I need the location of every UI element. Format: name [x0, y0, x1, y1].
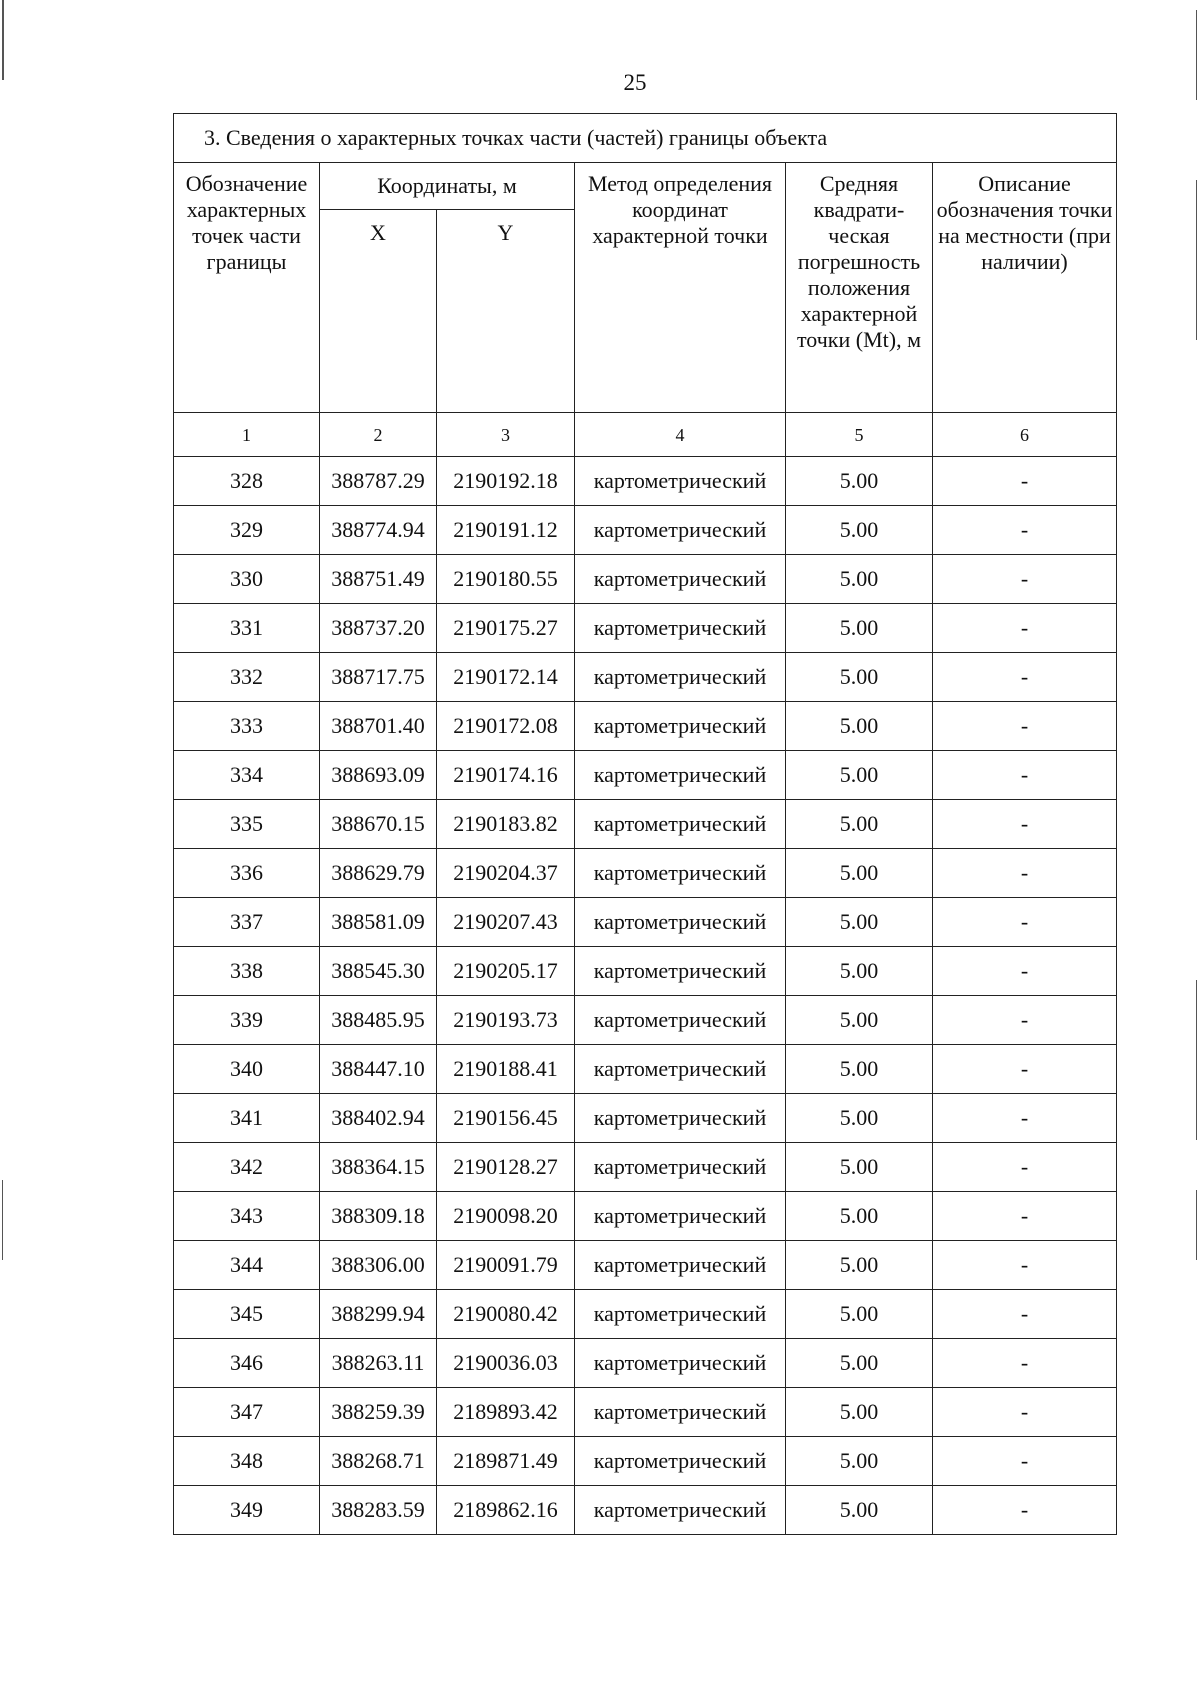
scan-edge-mark: [2, 0, 4, 80]
point-cell: 344: [174, 1241, 320, 1290]
x-coordinate-cell: 388447.10: [320, 1045, 437, 1094]
y-coordinate-cell: 2190172.14: [437, 653, 575, 702]
point-cell: 333: [174, 702, 320, 751]
method-cell: картометрический: [575, 849, 786, 898]
error-cell: 5.00: [786, 898, 933, 947]
method-cell: картометрический: [575, 653, 786, 702]
table-row: [174, 947, 1117, 996]
x-coordinate-cell: 388309.18: [320, 1192, 437, 1241]
description-cell: -: [933, 457, 1117, 506]
table-row: [174, 898, 1117, 947]
column-number: 2: [320, 413, 437, 457]
method-cell: картометрический: [575, 1437, 786, 1486]
error-cell: 5.00: [786, 1045, 933, 1094]
description-cell: -: [933, 898, 1117, 947]
point-cell: 349: [174, 1486, 320, 1535]
y-coordinate-cell: 2190091.79: [437, 1241, 575, 1290]
column-number: 5: [786, 413, 933, 457]
error-cell: 5.00: [786, 1143, 933, 1192]
y-coordinate-cell: 2190156.45: [437, 1094, 575, 1143]
table-row: [174, 604, 1117, 653]
table-title: 3. Сведения о характерных точках части (частей) границы объекта: [174, 114, 1117, 163]
method-cell: картометрический: [575, 1045, 786, 1094]
table-row: [174, 457, 1117, 506]
y-coordinate-cell: 2190036.03: [437, 1339, 575, 1388]
y-coordinate-cell: 2189871.49: [437, 1437, 575, 1486]
header-x: X: [320, 210, 437, 413]
x-coordinate-cell: 388717.75: [320, 653, 437, 702]
table-body: [174, 114, 1117, 1535]
table-row: [174, 506, 1117, 555]
x-coordinate-cell: 388581.09: [320, 898, 437, 947]
description-cell: -: [933, 506, 1117, 555]
x-coordinate-cell: 388737.20: [320, 604, 437, 653]
error-cell: 5.00: [786, 947, 933, 996]
description-cell: -: [933, 653, 1117, 702]
point-cell: 328: [174, 457, 320, 506]
method-cell: картометрический: [575, 800, 786, 849]
x-coordinate-cell: 388299.94: [320, 1290, 437, 1339]
y-coordinate-cell: 2190175.27: [437, 604, 575, 653]
error-cell: 5.00: [786, 1388, 933, 1437]
y-coordinate-cell: 2190188.41: [437, 1045, 575, 1094]
description-cell: -: [933, 849, 1117, 898]
description-cell: -: [933, 751, 1117, 800]
method-cell: картометрический: [575, 555, 786, 604]
method-cell: картометрический: [575, 947, 786, 996]
point-cell: 342: [174, 1143, 320, 1192]
x-coordinate-cell: 388774.94: [320, 506, 437, 555]
point-cell: 339: [174, 996, 320, 1045]
header-method: Метод определения координат характерной точки: [575, 163, 786, 413]
description-cell: -: [933, 947, 1117, 996]
point-cell: 346: [174, 1339, 320, 1388]
description-cell: -: [933, 1241, 1117, 1290]
error-cell: 5.00: [786, 1241, 933, 1290]
description-cell: -: [933, 604, 1117, 653]
error-cell: 5.00: [786, 849, 933, 898]
method-cell: картометрический: [575, 1388, 786, 1437]
description-cell: -: [933, 702, 1117, 751]
x-coordinate-cell: 388485.95: [320, 996, 437, 1045]
y-coordinate-cell: 2190205.17: [437, 947, 575, 996]
method-cell: картометрический: [575, 898, 786, 947]
page-number: 25: [623, 70, 647, 95]
table-row: [174, 1339, 1117, 1388]
x-coordinate-cell: 388259.39: [320, 1388, 437, 1437]
scan-edge-mark: [1196, 980, 1197, 1140]
description-cell: -: [933, 996, 1117, 1045]
error-cell: 5.00: [786, 1192, 933, 1241]
y-coordinate-cell: 2190180.55: [437, 555, 575, 604]
column-number-row: [174, 413, 1117, 457]
point-cell: 348: [174, 1437, 320, 1486]
point-cell: 337: [174, 898, 320, 947]
y-coordinate-cell: 2190098.20: [437, 1192, 575, 1241]
column-number: 4: [575, 413, 786, 457]
description-cell: -: [933, 1437, 1117, 1486]
y-coordinate-cell: 2189893.42: [437, 1388, 575, 1437]
scan-edge-mark: [1196, 1190, 1197, 1260]
header-row: [174, 163, 1117, 210]
y-coordinate-cell: 2190204.37: [437, 849, 575, 898]
x-coordinate-cell: 388283.59: [320, 1486, 437, 1535]
method-cell: картометрический: [575, 457, 786, 506]
point-cell: 340: [174, 1045, 320, 1094]
x-coordinate-cell: 388268.71: [320, 1437, 437, 1486]
method-cell: картометрический: [575, 996, 786, 1045]
y-coordinate-cell: 2190207.43: [437, 898, 575, 947]
description-cell: -: [933, 1388, 1117, 1437]
table-row: [174, 1486, 1117, 1535]
description-cell: -: [933, 800, 1117, 849]
table-row: [174, 702, 1117, 751]
table-row: [174, 849, 1117, 898]
x-coordinate-cell: 388701.40: [320, 702, 437, 751]
x-coordinate-cell: 388364.15: [320, 1143, 437, 1192]
column-number: 1: [174, 413, 320, 457]
x-coordinate-cell: 388787.29: [320, 457, 437, 506]
boundary-points-table: [173, 113, 1117, 1535]
description-cell: -: [933, 555, 1117, 604]
method-cell: картометрический: [575, 1094, 786, 1143]
column-number: 6: [933, 413, 1117, 457]
y-coordinate-cell: 2190174.16: [437, 751, 575, 800]
error-cell: 5.00: [786, 653, 933, 702]
error-cell: 5.00: [786, 506, 933, 555]
description-cell: -: [933, 1094, 1117, 1143]
description-cell: -: [933, 1143, 1117, 1192]
method-cell: картометрический: [575, 1486, 786, 1535]
header-coordinates: Координаты, м: [320, 163, 575, 210]
method-cell: картометрический: [575, 506, 786, 555]
table-row: [174, 1143, 1117, 1192]
method-cell: картометрический: [575, 1241, 786, 1290]
method-cell: картометрический: [575, 604, 786, 653]
x-coordinate-cell: 388670.15: [320, 800, 437, 849]
table-row: [174, 751, 1117, 800]
table-row: [174, 1437, 1117, 1486]
header-description: Описание обозначения точки на местности (при наличии): [933, 163, 1117, 413]
header-error: Средняя квадрати-ческая погрешность положения характерной точки (Mt), м: [786, 163, 933, 413]
point-cell: 336: [174, 849, 320, 898]
table-row: [174, 1290, 1117, 1339]
header-y: Y: [437, 210, 575, 413]
point-cell: 329: [174, 506, 320, 555]
method-cell: картометрический: [575, 751, 786, 800]
y-coordinate-cell: 2189862.16: [437, 1486, 575, 1535]
table-row: [174, 1388, 1117, 1437]
method-cell: картометрический: [575, 1339, 786, 1388]
table-row: [174, 1192, 1117, 1241]
y-coordinate-cell: 2190080.42: [437, 1290, 575, 1339]
error-cell: 5.00: [786, 1094, 933, 1143]
description-cell: -: [933, 1486, 1117, 1535]
method-cell: картометрический: [575, 1290, 786, 1339]
scan-edge-mark: [1196, 180, 1197, 340]
error-cell: 5.00: [786, 996, 933, 1045]
x-coordinate-cell: 388263.11: [320, 1339, 437, 1388]
point-cell: 347: [174, 1388, 320, 1437]
error-cell: 5.00: [786, 604, 933, 653]
point-cell: 345: [174, 1290, 320, 1339]
error-cell: 5.00: [786, 457, 933, 506]
y-coordinate-cell: 2190193.73: [437, 996, 575, 1045]
table-row: [174, 996, 1117, 1045]
table-row: [174, 1094, 1117, 1143]
description-cell: -: [933, 1290, 1117, 1339]
error-cell: 5.00: [786, 1486, 933, 1535]
table-title-row: [174, 114, 1117, 163]
method-cell: картометрический: [575, 1192, 786, 1241]
point-cell: 334: [174, 751, 320, 800]
column-number: 3: [437, 413, 575, 457]
error-cell: 5.00: [786, 751, 933, 800]
x-coordinate-cell: 388693.09: [320, 751, 437, 800]
error-cell: 5.00: [786, 1437, 933, 1486]
table-row: [174, 1045, 1117, 1094]
point-cell: 330: [174, 555, 320, 604]
y-coordinate-cell: 2190172.08: [437, 702, 575, 751]
x-coordinate-cell: 388629.79: [320, 849, 437, 898]
point-cell: 343: [174, 1192, 320, 1241]
error-cell: 5.00: [786, 1339, 933, 1388]
x-coordinate-cell: 388545.30: [320, 947, 437, 996]
y-coordinate-cell: 2190192.18: [437, 457, 575, 506]
x-coordinate-cell: 388402.94: [320, 1094, 437, 1143]
error-cell: 5.00: [786, 800, 933, 849]
x-coordinate-cell: 388751.49: [320, 555, 437, 604]
table-row: [174, 653, 1117, 702]
table-row: [174, 1241, 1117, 1290]
description-cell: -: [933, 1339, 1117, 1388]
error-cell: 5.00: [786, 702, 933, 751]
y-coordinate-cell: 2190191.12: [437, 506, 575, 555]
y-coordinate-cell: 2190183.82: [437, 800, 575, 849]
x-coordinate-cell: 388306.00: [320, 1241, 437, 1290]
error-cell: 5.00: [786, 555, 933, 604]
description-cell: -: [933, 1192, 1117, 1241]
table-row: [174, 800, 1117, 849]
point-cell: 331: [174, 604, 320, 653]
table-row: [174, 555, 1117, 604]
header-designation: Обозначение характерных точек части границы: [174, 163, 320, 413]
method-cell: картометрический: [575, 1143, 786, 1192]
scan-edge-mark: [2, 1180, 3, 1260]
y-coordinate-cell: 2190128.27: [437, 1143, 575, 1192]
description-cell: -: [933, 1045, 1117, 1094]
point-cell: 335: [174, 800, 320, 849]
point-cell: 338: [174, 947, 320, 996]
point-cell: 332: [174, 653, 320, 702]
error-cell: 5.00: [786, 1290, 933, 1339]
point-cell: 341: [174, 1094, 320, 1143]
method-cell: картометрический: [575, 702, 786, 751]
